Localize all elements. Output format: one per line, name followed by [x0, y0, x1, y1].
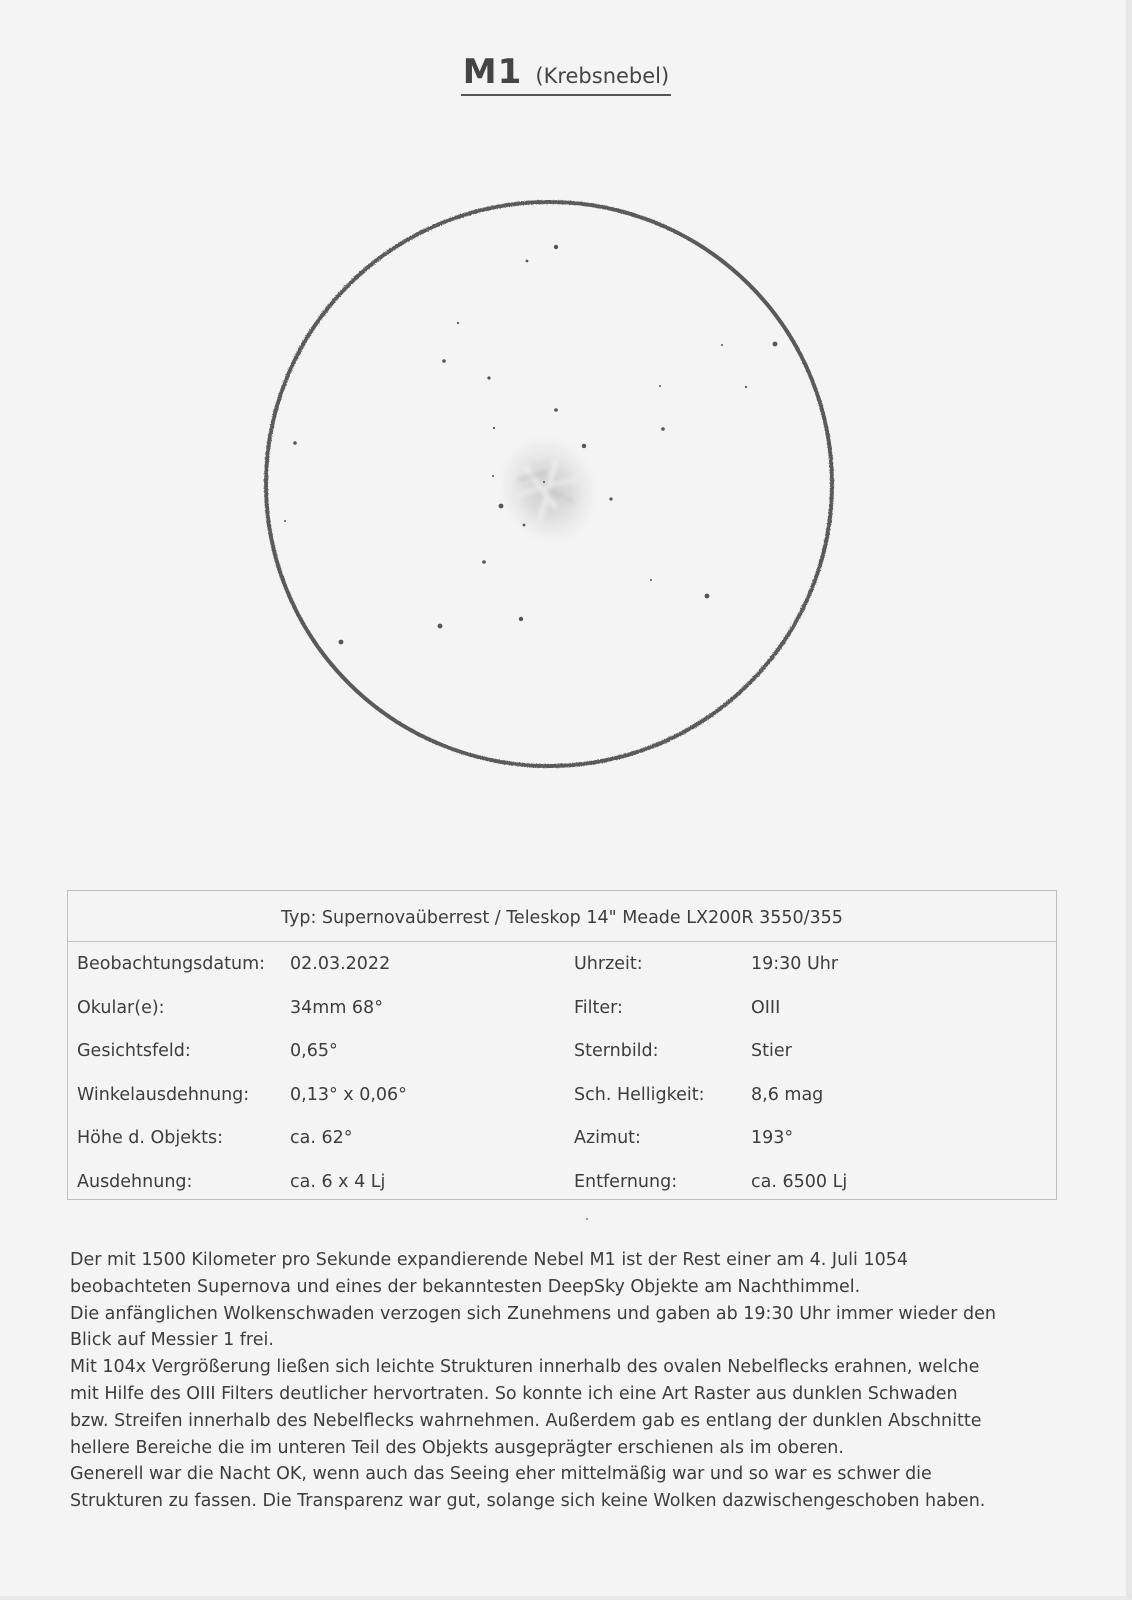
description-line: hellere Bereiche die im unteren Teil des Objekts ausgeprägter erschienen als im oberen. — [70, 1437, 844, 1458]
info-value: 0,13° x 0,06° — [290, 1084, 407, 1105]
info-value: ca. 6500 Lj — [751, 1171, 848, 1192]
star — [339, 640, 344, 645]
info-label: Okular(e): — [77, 997, 165, 1018]
star — [554, 245, 558, 249]
object-common-name: (Krebsnebel) — [535, 64, 670, 88]
info-value: Stier — [751, 1041, 792, 1061]
info-value: ca. 6 x 4 Lj — [290, 1171, 386, 1192]
info-value: 193° — [751, 1128, 794, 1148]
info-label: Höhe d. Objekts: — [77, 1128, 224, 1148]
star — [659, 385, 661, 387]
star — [493, 427, 495, 429]
star — [773, 342, 778, 347]
star — [457, 322, 459, 324]
star — [438, 624, 443, 629]
star — [499, 504, 504, 509]
star — [609, 497, 612, 500]
star — [482, 560, 486, 564]
description-line: bzw. Streifen innerhalb des Nebelflecks wahrnehmen. Außerdem gab es entlang der dunklen Abschnitte — [70, 1410, 982, 1431]
description-line: Mit 104x Vergrößerung ließen sich leichte Strukturen innerhalb des ovalen Nebelflecks erahnen, welche — [70, 1357, 980, 1378]
info-value: 8,6 mag — [751, 1084, 824, 1105]
description-line: Die anfänglichen Wolkenschwaden verzogen sich Zunehmens und gaben ab 19:30 Uhr immer wieder den — [70, 1303, 996, 1324]
star — [543, 481, 545, 483]
info-label: Azimut: — [574, 1128, 641, 1148]
info-row — [68, 986, 1056, 1030]
star — [492, 475, 494, 477]
info-label: Uhrzeit: — [574, 954, 643, 974]
info-label: Sch. Helligkeit: — [574, 1084, 705, 1105]
star — [293, 441, 297, 445]
info-value: 19:30 Uhr — [751, 954, 839, 974]
description-line: Blick auf Messier 1 frei. — [70, 1330, 274, 1351]
object-name: M1 — [462, 52, 523, 92]
telescope-field-of-view-sketch-icon — [256, 190, 846, 780]
info-row — [68, 1116, 1056, 1160]
info-rows — [68, 942, 1056, 1203]
star — [284, 520, 286, 522]
info-label: Winkelausdehnung: — [77, 1084, 250, 1105]
star — [519, 617, 523, 621]
star — [526, 260, 529, 263]
info-label: Gesichtsfeld: — [77, 1041, 191, 1061]
star — [554, 408, 558, 412]
info-label: Beobachtungsdatum: — [77, 954, 266, 974]
info-row — [68, 1160, 1056, 1204]
observation-info-table — [67, 890, 1057, 1200]
description-line: Strukturen zu fassen. Die Transparenz war gut, solange sich keine Wolken dazwischengeschoben haben. — [70, 1491, 986, 1512]
info-label: Filter: — [574, 997, 623, 1018]
info-value: ca. 62° — [290, 1128, 353, 1148]
star — [650, 579, 652, 581]
info-row — [68, 1029, 1056, 1073]
info-value: 0,65° — [290, 1041, 338, 1061]
info-value: OIII — [751, 997, 781, 1018]
star — [745, 386, 747, 388]
star — [705, 594, 710, 599]
info-label: Entfernung: — [574, 1171, 678, 1192]
description-line: beobachteten Supernova und eines der bekanntesten DeepSky Objekte am Nachthimmel. — [70, 1276, 861, 1297]
info-value: 34mm 68° — [290, 997, 383, 1018]
stray-mark — [586, 1218, 588, 1220]
star — [442, 359, 446, 363]
title-underline — [461, 52, 671, 96]
star — [661, 427, 665, 431]
star — [523, 524, 526, 527]
info-row — [68, 942, 1056, 986]
info-label: Sternbild: — [574, 1041, 659, 1061]
star — [487, 376, 490, 379]
description-line: Generell war die Nacht OK, wenn auch das Seeing eher mittelmäßig war und so war es schwer die — [70, 1464, 932, 1485]
description-line: Der mit 1500 Kilometer pro Sekunde expandierende Nebel M1 ist der Rest einer am 4. Juli 1054 — [70, 1250, 908, 1270]
description-line: mit Hilfe des OIII Filters deutlicher hervortraten. So konnte ich eine Art Raster aus dunklen Schwaden — [70, 1383, 958, 1404]
page-title — [0, 52, 1132, 96]
info-row — [68, 1073, 1056, 1117]
star — [721, 344, 723, 346]
info-header: Typ: Supernovaüberrest / Teleskop 14" Meade LX200R 3550/355 — [68, 891, 1056, 942]
info-value: 02.03.2022 — [290, 954, 391, 974]
observation-description — [70, 1247, 1060, 1515]
info-label: Ausdehnung: — [77, 1171, 193, 1192]
star — [582, 444, 586, 448]
